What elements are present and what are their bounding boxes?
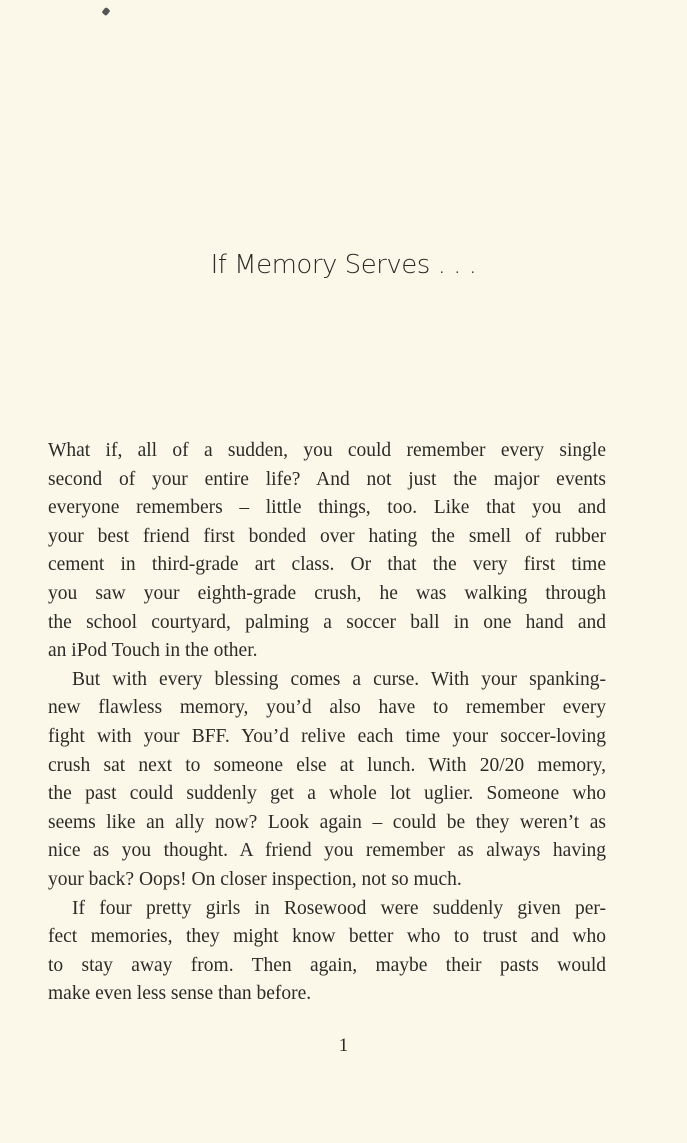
text-line: What if, all of a sudden, you could remember every single bbox=[48, 440, 606, 461]
text-line: the school courtyard, palming a soccer ball in one hand and bbox=[48, 611, 606, 633]
text-line: If four pretty girls in Rosewood were suddenly given per- bbox=[72, 897, 606, 919]
text-line: But with every blessing comes a curse. With your spanking- bbox=[72, 668, 606, 690]
text-line: an iPod Touch in the other. bbox=[48, 640, 258, 662]
text-line: your best friend first bonded over hating the smell of rubber bbox=[48, 525, 606, 547]
chapter-title: If Memory Serves . . . bbox=[210, 250, 477, 280]
scan-mark bbox=[101, 7, 110, 16]
body-text bbox=[48, 437, 606, 1009]
text-line: crush sat next to someone else at lunch. With 20/20 memory, bbox=[48, 754, 606, 776]
text-line: you saw your eighth-grade crush, he was walking through bbox=[48, 582, 606, 604]
text-line: second of your entire life? And not just the major events bbox=[48, 468, 606, 490]
text-line: everyone remembers – little things, too. Like that you and bbox=[48, 497, 606, 519]
text-line: cement in third-grade art class. Or that the very first time bbox=[48, 554, 606, 576]
paragraph bbox=[48, 895, 606, 1009]
paragraph bbox=[48, 437, 606, 666]
text-line: your back? Oops! On closer inspection, not so much. bbox=[48, 868, 462, 890]
text-line: nice as you thought. A friend you remember as always having bbox=[48, 840, 606, 862]
text-line: fight with your BFF. You’d relive each time your soccer-loving bbox=[48, 725, 606, 747]
paragraph bbox=[48, 666, 606, 895]
page-number: 1 bbox=[338, 1035, 349, 1056]
text-line: fect memories, they might know better who to trust and who bbox=[48, 926, 606, 948]
text-line: new flawless memory, you’d also have to remember every bbox=[48, 697, 606, 719]
text-line: make even less sense than before. bbox=[48, 983, 312, 1005]
text-line: the past could suddenly get a whole lot uglier. Someone who bbox=[48, 783, 606, 805]
text-line: to stay away from. Then again, maybe their pasts would bbox=[48, 954, 606, 976]
text-line: seems like an ally now? Look again – could be they weren’t as bbox=[48, 811, 606, 833]
